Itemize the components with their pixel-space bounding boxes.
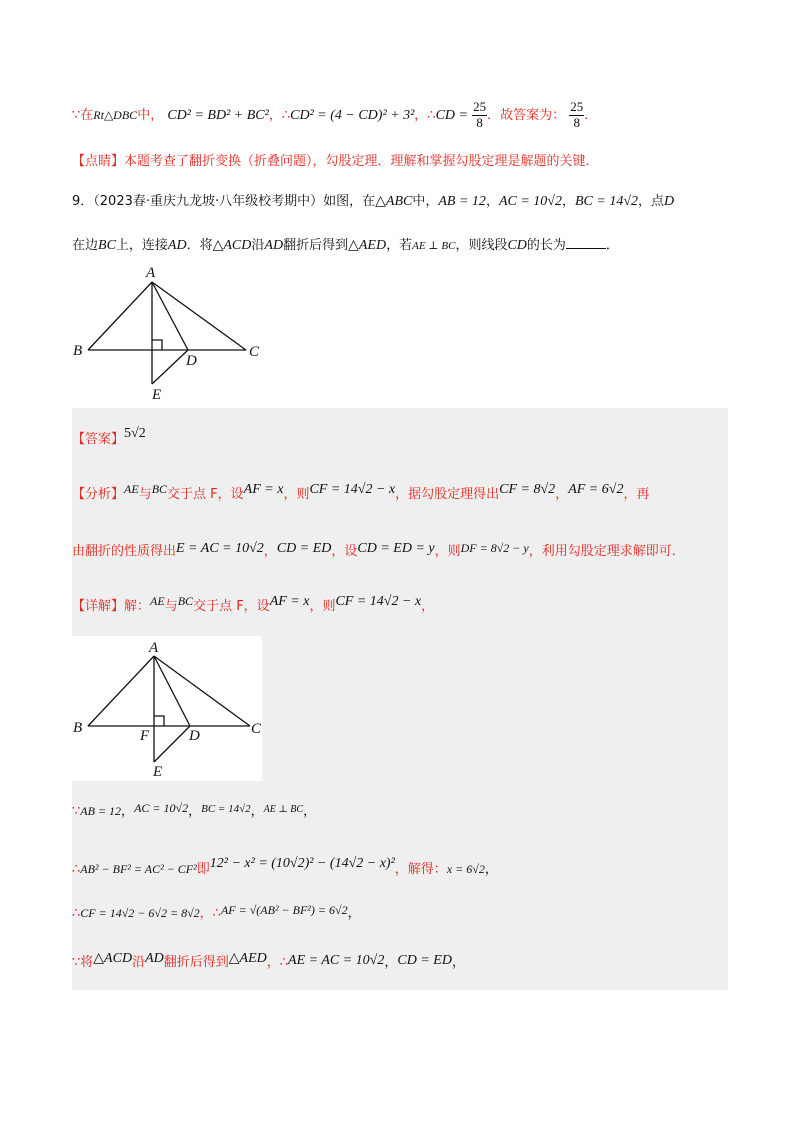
label-a-2: A: [149, 640, 159, 656]
prev-solution-line: ∵在Rt△DBC中， CD² = BD² + BC²，∴CD² = (4 − CD)² + 3²，∴CD = $\frac{25}{8}$ ．故答案为： $\frac{25}{8}$ ．: [72, 99, 598, 130]
detail-step-2: ∴AB² − BF² = AC² − CF²即12² − x² = (10√2)² − (14√2 − x)²，解得：x = 6√2，: [72, 856, 498, 877]
segment-ab: [88, 282, 152, 350]
detail-line-1: 【详解】解：AE与BC交于点 F，设AF = x，则CF = 14√2 − x，: [72, 594, 435, 614]
label-a: A: [146, 265, 156, 281]
fraction-25-8: $\frac{25}{8}$: [473, 99, 487, 130]
right-angle-mark: [152, 340, 162, 350]
label-b: B: [73, 343, 83, 359]
answer-value: 5√2: [124, 426, 146, 441]
problem-line-1: 9．（2023春·重庆九龙坡·八年级校考期中）如图，在△ABC中，AB = 12，AC = 10√2，BC = 14√2，点D: [72, 194, 675, 209]
label-d: D: [186, 353, 197, 369]
label-c: C: [249, 344, 260, 360]
label-c-2: C: [251, 721, 262, 737]
detail-step-3: ∴CF = 14√2 − 6√2 = 8√2，∴AF = √(AB² − BF²) = 6√2，: [72, 903, 361, 921]
triangle-figure-with-f: [72, 636, 272, 781]
right-angle-mark-2: [154, 716, 164, 726]
analysis-line-1: 【分析】AE与BC交于点 F，设AF = x，则CF = 14√2 − x，据勾股定理得出CF = 8√2，AF = 6√2，再: [72, 482, 650, 502]
triangle-figure: [72, 262, 272, 402]
segment-ac: [152, 282, 246, 350]
fraction-25-8-answer: $\frac{25}{8}$: [570, 99, 584, 130]
segment-de: [152, 350, 188, 384]
detail-step-4: ∵将△ACD沿AD翻折后得到△AED，∴AE = AC = 10√2，CD = ED，: [72, 951, 465, 970]
answer-line: 【答案】5√2: [72, 426, 146, 447]
label-b-2: B: [73, 720, 83, 736]
label-e: E: [152, 387, 162, 402]
answer-blank: [566, 236, 606, 249]
analysis-line-2: 由翻折的性质得出E = AC = 10√2，CD = ED，设CD = ED = y，则DF = 8√2 − y，利用勾股定理求解即可．: [72, 541, 685, 559]
label-d-2: D: [189, 728, 200, 744]
label-f: F: [140, 728, 150, 744]
detail-step-1: ∵AB = 12，AC = 10√2，$^{BC = 14√2}$，$^{AE \perp BC}$，: [72, 801, 317, 819]
dianjing-line: 【点睛】本题考查了翻折变换（折叠问题），勾股定理．理解和掌握勾股定理是解题的关键．: [72, 154, 599, 169]
label-e-2: E: [153, 764, 163, 780]
problem-line-2: 在边BC上，连接AD．将△ACD沿AD翻折后得到△AED，若AE ⊥ BC，则线段CD的长为 ．: [72, 238, 619, 253]
